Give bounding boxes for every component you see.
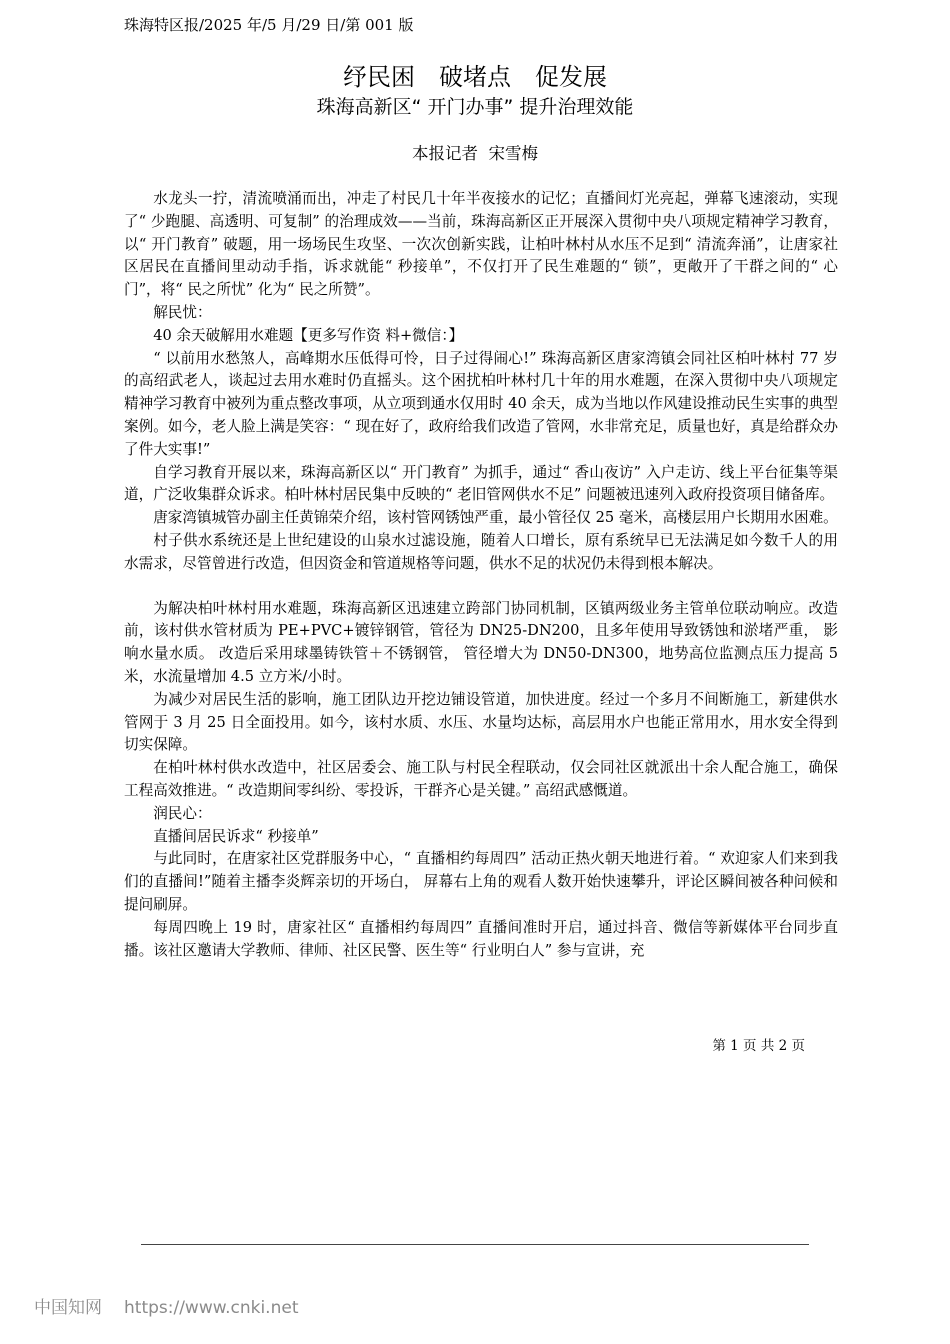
paragraph: 在柏叶林村供水改造中，社区居委会、施工队与村民全程联动，仅会同社区就派出十余人配合施工，确保工程高效推进。“ 改造期间零纠纷、零投诉，干群齐心是关键。” 高绍武感慨道。: [124, 759, 838, 799]
article-title: 纾民困 破堵点 促发展: [343, 63, 607, 91]
headline: [0, 60, 950, 120]
paragraph: 村子供水系统还是上世纪建设的山泉水过滤设施，随着人口增长，原有系统早已无法满足如今数千人的用水需求，尽管曾进行改造，但因资金和管道规格等问题，供水不足的状况仍未得到根本解决。: [124, 531, 838, 572]
paragraph: 为减少对居民生活的影响，施工团队边开挖边铺设管道，加快进度。经过一个多月不间断施工，新建供水管网于 3 月 25 日全面投用。如今，该村水质、水压、水量均达标，高层用水户也能正常用水，用水安全得到切实保障。: [124, 690, 838, 754]
paragraph: 水龙头一拧，清流喷涌而出，冲走了村民几十年半夜接水的记忆；直播间灯光亮起，弹幕飞速滚动，实现了“ 少跑腿、高透明、可复制” 的治理成效——当前，珠海高新区正开展深入贯彻中央八项规定精神学习教育，以“ 开门教育” 破题，用一场场民生攻坚、一次次创新实践，让柏叶林村从水压不足到“ 清流奔涌”，让唐家社区居民在直播间里动动手指，诉求就能“ 秒接单”，不仅打开了民生难题的“ 锁”，更敞开了干群之间的“ 心门”，将“ 民之所忧” 化为“ 民之所赞”。: [124, 190, 838, 299]
paragraph: 自学习教育开展以来，珠海高新区以“ 开门教育” 为抓手，通过“ 香山夜访” 入户走访、线上平台征集等渠道，广泛收集群众诉求。柏叶林村居民集中反映的“ 老旧管网供水不足” 问题被迅速列入政府投资项目储备库。: [124, 463, 838, 504]
section-heading: 解民忧：: [153, 303, 212, 321]
paragraph: “ 以前用水愁煞人，高峰期水压低得可怜，日子过得闹心!” 珠海高新区唐家湾镇会同社区柏叶林村 77 岁的高绍武老人，谈起过去用水难时仍直摇头。这个困扰柏叶林村几十年的用水难题，在深入贯彻中央八项规定精神学习教育中被列为重点整改事项，从立项到通水仅用时 40 余天，成为当地以作风建设推动民生实事的典型案例。如今，老人脸上满是笑容：“ 现在好了，政府给我们改造了管网，水非常充足，质量也好，真是给群众办了件大实事!”: [124, 349, 838, 458]
article-subtitle: 珠海高新区“ 开门办事” 提升治理效能: [316, 96, 634, 118]
byline: 本报记者 宋雪梅: [412, 144, 538, 163]
footer-divider: [141, 1244, 809, 1245]
page-header-source: 珠海特区报/2025 年/5 月/29 日/第 001 版: [124, 16, 414, 34]
section-subheading: 直播间居民诉求“ 秒接单”: [153, 827, 319, 845]
article-body: [124, 188, 838, 962]
section-heading: 润民心：: [153, 804, 212, 822]
paragraph: 为解决柏叶林村用水难题，珠海高新区迅速建立跨部门协同机制，区镇两级业务主管单位联动响应。改造前，该村供水管材质为 PE+PVC+镀锌钢管，管径为 DN25-DN200，且多年使用导致锈蚀和淤堵严重， 影响水量水质。 改造后采用球墨铸铁管＋不锈钢管， 管径增大为 DN50-DN300，地势高位监测点压力提高 5 米，水流量增加 4.5 立方米/小时。: [124, 599, 839, 685]
section-subheading: 40 余天破解用水难题【更多写作资 料+微信：】: [153, 326, 464, 344]
watermark-url[interactable]: https://www.cnki.net: [124, 1298, 299, 1318]
paragraph: 唐家湾镇城管办副主任黄锦荣介绍，该村管网锈蚀严重，最小管径仅 25 毫米，高楼层用户长期用水困难。: [153, 509, 838, 527]
paragraph: 每周四晚上 19 时，唐家社区“ 直播相约每周四” 直播间准时开启，通过抖音、微信等新媒体平台同步直播。该社区邀请大学教师、律师、社区民警、医生等“ 行业明白人” 参与宣讲，充: [124, 918, 838, 959]
paragraph: 与此同时，在唐家社区党群服务中心，“ 直播相约每周四” 活动正热火朝天地进行着。“ 欢迎家人们来到我们的直播间!”随着主播李炎辉亲切的开场白， 屏幕右上角的观看人数开始快速攀升，评论区瞬间被各种问候和提问刷屏。: [124, 850, 838, 913]
watermark-brand: 中国知网: [34, 1298, 102, 1318]
cnki-watermark: [34, 1293, 320, 1318]
page-number: 第 1 页 共 2 页: [712, 1038, 805, 1054]
